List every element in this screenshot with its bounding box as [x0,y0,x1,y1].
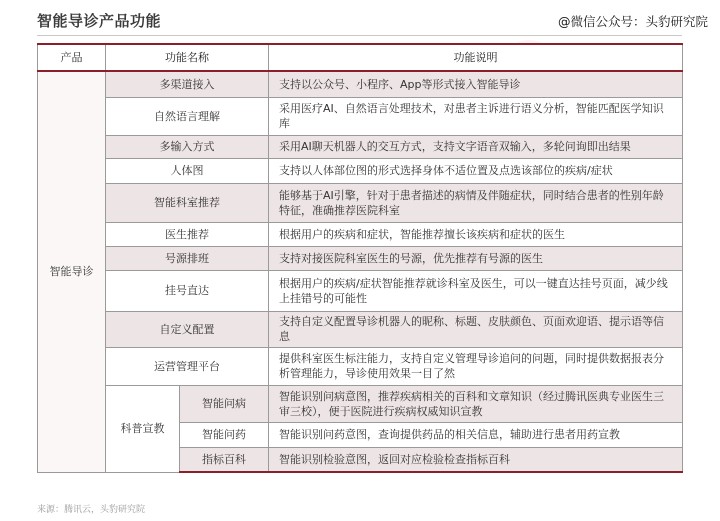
function-desc-cell: 提供科室医生标注能力，支持自定义管理导诊追问的问题，同时提供数据报表分析管理能力，导诊使用效果一目了然 [269,347,683,385]
function-name-cell: 人体图 [106,158,269,183]
function-desc-cell: 根据用户的疾病和症状，智能推荐擅长该疾病和症状的医生 [269,222,683,246]
function-name-cell: 自定义配置 [106,311,269,347]
function-desc-cell: 采用AI聊天机器人的交互方式，支持文字语音双输入，多轮问询即出结果 [269,135,683,158]
function-name-cell: 运营管理平台 [106,347,269,385]
function-name-cell: 号源排班 [106,246,269,270]
table-row [38,246,683,270]
table-row [38,222,683,246]
function-desc-cell: 智能识别问药意图，查询提供药品的相关信息，辅助进行患者用药宣教 [269,422,683,447]
table-row [38,311,683,347]
function-desc-cell: 根据用户的疾病/症状智能推荐就诊科室及医生，可以一键直达挂号页面，减少线上挂错号的可能性 [269,270,683,311]
function-name-cell: 智能问药 [180,422,269,447]
table-header-row [38,44,683,71]
function-name-cell: 医生推荐 [106,222,269,246]
function-desc-cell: 支持以公众号、小程序、App等形式接入智能导诊 [269,71,683,97]
function-desc-cell: 智能识别检验意图，返回对应检验检查指标百科 [269,447,683,472]
product-cell: 智能导诊 [38,71,106,472]
column-header-function-desc: 功能说明 [269,44,683,71]
title-divider [37,35,682,36]
wechat-credit: @微信公众号：头豹研究院 [557,14,708,29]
column-header-function-name: 功能名称 [106,44,269,71]
page-title: 智能导诊产品功能 [37,12,162,30]
group-cell-science-education: 科普宣教 [106,385,180,472]
table-row [38,97,683,135]
table-row [38,347,683,385]
function-name-cell: 多输入方式 [106,135,269,158]
function-desc-cell: 采用医疗AI、自然语言处理技术，对患者主诉进行语义分析，智能匹配医学知识库 [269,97,683,135]
function-desc-cell: 智能识别问病意图，推荐疾病相关的百科和文章知识（经过腾讯医典专业医生三审三校），便于医院进行疾病权威知识宣教 [269,385,683,422]
function-name-cell: 智能科室推荐 [106,183,269,222]
function-name-cell: 多渠道接入 [106,71,269,97]
table-row [38,385,683,422]
function-desc-cell: 支持自定义配置导诊机器人的昵称、标题、皮肤颜色、页面欢迎语、提示语等信息 [269,311,683,347]
table-row [38,135,683,158]
function-name-cell: 挂号直达 [106,270,269,311]
table-row [38,183,683,222]
function-name-cell: 智能问病 [180,385,269,422]
source-note: 来源：腾讯云，头豹研究院 [37,505,146,515]
function-desc-cell: 支持对接医院科室医生的号源，优先推荐有号源的医生 [269,246,683,270]
function-name-cell: 自然语言理解 [106,97,269,135]
product-function-table [37,43,683,473]
table-row [38,270,683,311]
column-header-product: 产品 [38,44,106,71]
function-name-cell: 指标百科 [180,447,269,472]
table-row [38,71,683,97]
function-desc-cell: 支持以人体部位图的形式选择身体不适位置及点选该部位的疾病/症状 [269,158,683,183]
function-desc-cell: 能够基于AI引擎，针对于患者描述的病情及伴随症状，同时结合患者的性别年龄特征，准确推荐医院科室 [269,183,683,222]
table-row [38,158,683,183]
